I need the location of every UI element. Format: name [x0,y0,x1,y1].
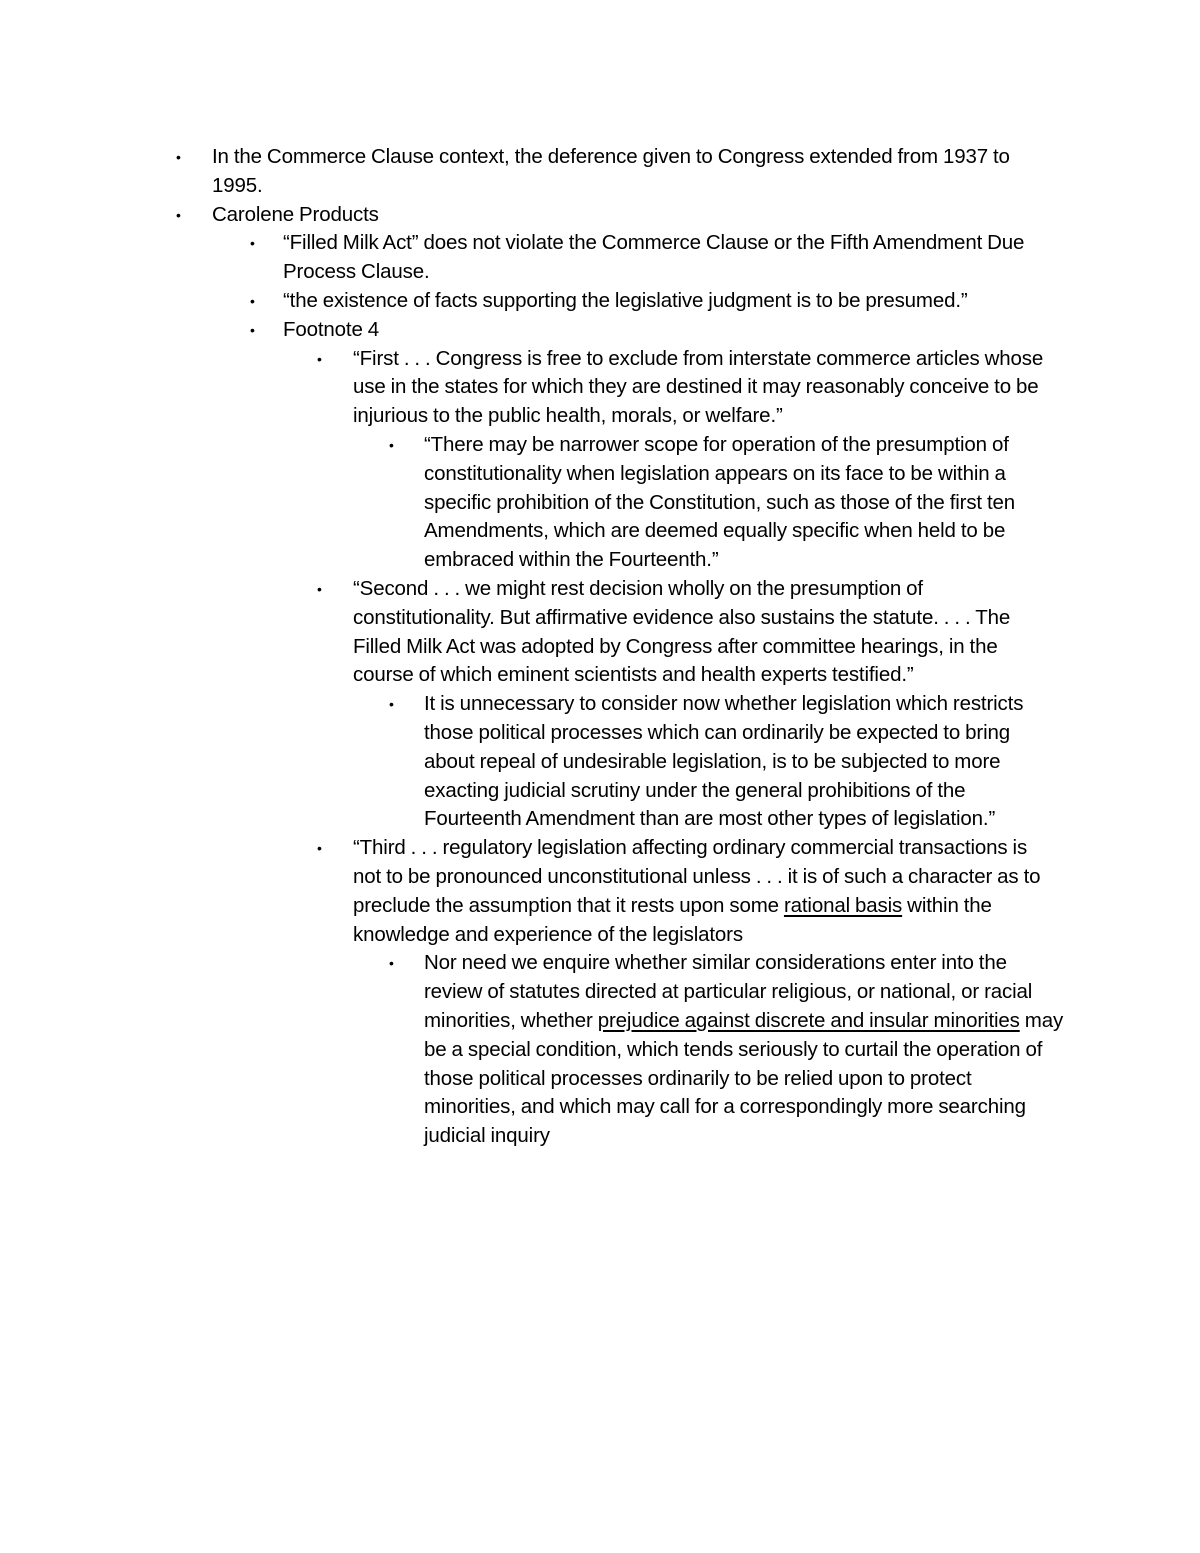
list-item-text-after: within the knowledge and experience of the legislators [353,893,992,946]
list-item [176,143,1050,201]
list-item [317,575,1058,690]
list-item [317,345,1058,431]
list-item-text-before: Nor need we enquire whether similar considerations enter into the review of statutes directed at particular religious, or national, or racial minorities, whether [424,951,1033,1032]
list-item [389,690,1064,834]
list-item [389,431,1064,575]
bullet-icon: • [176,206,181,223]
list-item-text: In the Commerce Clause context, the deference given to Congress extended from 1937 to 1995. [212,145,1010,197]
bullet-icon: • [389,436,394,453]
bullet-icon: • [250,292,255,309]
list-item-text: “Filled Milk Act” does not violate the Commerce Clause or the Fifth Amendment Due Process Clause. [283,231,1025,284]
list-item [176,201,1050,230]
list-item-text [424,949,1064,1151]
list-item-text: It is unnecessary to consider now whether legislation which restricts those political processes which can ordinarily be expected to bring about repeal of undesirable legislation, is to be subjected to more exacting judicial scrutiny under the general prohibitions of the Fourteenth Amendment than are most other types of legislation.” [424,692,1024,831]
list-item-text-after: may be a special condition, which tends seriously to curtail the operation of those political processes ordinarily to be relied upon to protect minorities, and which may call for a correspondingly more searching judicial inquiry [424,1008,1064,1148]
underlined-phrase: rational basis [783,893,903,917]
bullet-icon: • [389,696,394,713]
list-item-text: “the existence of facts supporting the legislative judgment is to be presumed.” [283,288,968,312]
list-item-text: “First . . . Congress is free to exclude from interstate commerce articles whose use in the states for which they are destined it may reasonably conceive to be injurious to the public health, morals, or welfare.” [353,346,1044,428]
list-item [250,229,1058,287]
underlined-phrase: prejudice against discrete and insular minorities [597,1008,1020,1032]
bulleted-outline [0,143,1200,1151]
bullet-icon: • [317,580,322,597]
list-item-text: Footnote 4 [283,317,380,341]
list-item-text: “Second . . . we might rest decision wholly on the presumption of constitutionality. But affirmative evidence also sustains the statute. . . . The Filled Milk Act was adopted by Congress after committee hearings, in the course of which eminent scientists and health experts testified.” [353,576,1011,687]
list-item-text: Carolene Products [212,202,379,226]
list-item [250,287,1058,316]
bullet-icon: • [176,149,181,165]
list-item-text: “There may be narrower scope for operation of the presumption of constitutionality when legislation appears on its face to be within a specific prohibition of the Constitution, such as those of the first ten Amendments, which are deemed equally specific when held to be embraced within the Fourteenth.” [424,432,1016,572]
list-item [389,949,1064,1151]
bullet-icon: • [250,235,255,252]
list-item-text-before: “Third . . . regulatory legislation affecting ordinary commercial transactions is not to be pronounced unconstitutional unless . . . it is of such a character as to preclude the assumption that it rests upon some [353,836,1041,917]
list-item-text [353,834,1058,949]
list-item [317,834,1058,949]
list-item [250,316,1058,345]
bullet-icon: • [317,350,322,367]
bullet-icon: • [389,955,394,972]
bullet-icon: • [317,840,322,857]
bullet-icon: • [250,321,255,338]
